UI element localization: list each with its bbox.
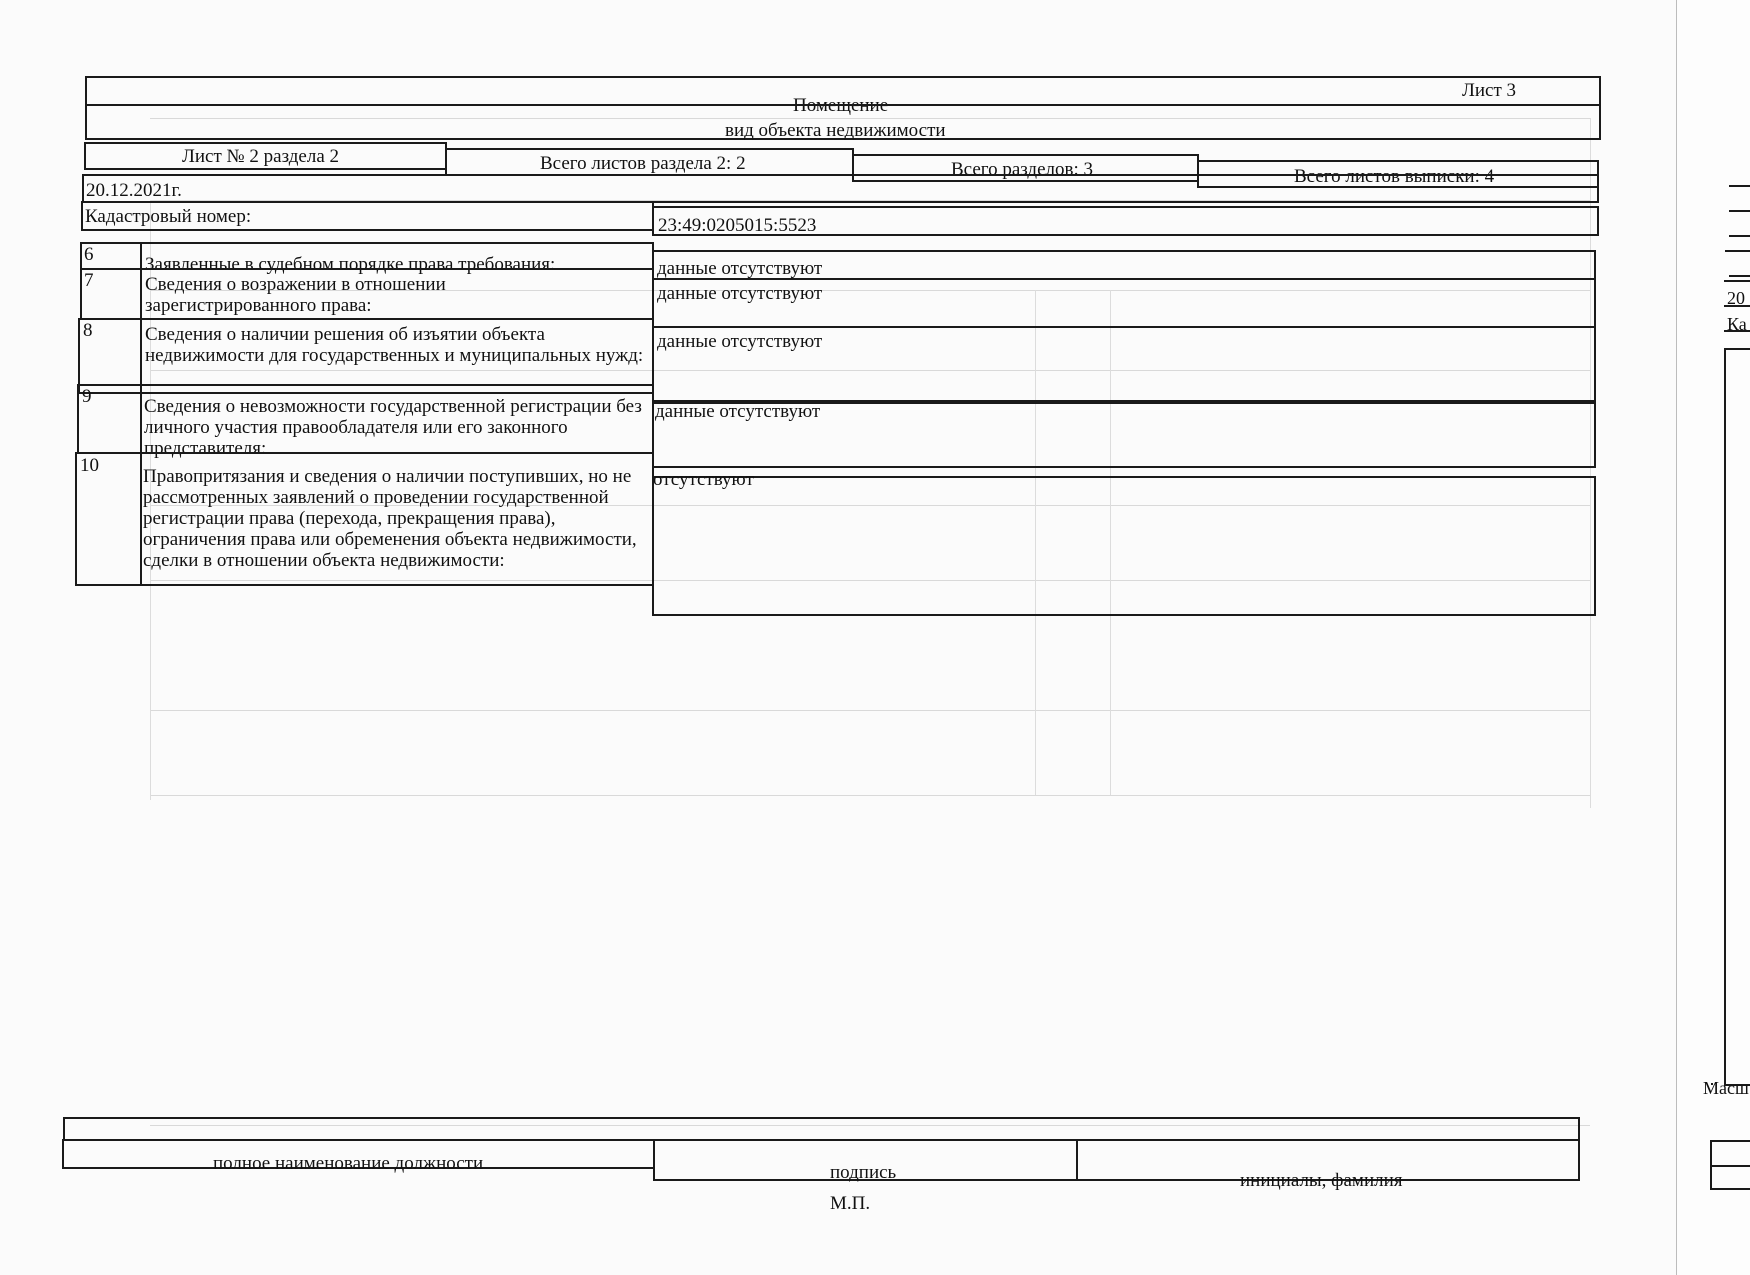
row-10-label: Правопритязания и сведения о наличии поступивших, но не рассмотренных заявлений о проведении государственной регистрации права (перехода, прекращения права), ограничения права или обременения объекта недвижимости, сделки в отношении объекта недвижимости:: [143, 466, 637, 571]
row-10-number: 10: [80, 455, 99, 476]
row-8-label: Сведения о наличии решения об изъятии объекта недвижимости для государственных и муниципальных нужд:: [145, 324, 644, 366]
cadastral-number-value: 23:49:0205015:5523: [658, 215, 817, 236]
adjacent-page-edge: [1676, 0, 1750, 1275]
date-box: [82, 174, 1599, 203]
name-caption: инициалы, фамилия: [1240, 1170, 1403, 1191]
row-8-value: данные отсутствуют: [657, 331, 823, 352]
extract-date: 20.12.2021г.: [86, 180, 182, 201]
row-6-label: Заявленные в судебном порядке права требования:: [145, 254, 556, 275]
sheet-number-label: Лист 3: [1462, 80, 1517, 101]
row-6-value: данные отсутствуют: [657, 258, 823, 279]
row-8-number: 8: [83, 320, 93, 341]
section-sheets-total: Всего листов раздела 2: 2: [540, 153, 746, 174]
row-9-number: 9: [82, 386, 92, 407]
cadastral-number-label: Кадастровый номер:: [85, 206, 252, 227]
signature-caption: подпись: [830, 1162, 897, 1183]
row-6-number: 6: [84, 244, 94, 265]
stamp-placeholder: М.П.: [830, 1193, 871, 1214]
row-10-value: отсутствуют: [653, 469, 754, 490]
row-10-value-cell: [652, 476, 1596, 616]
sections-total: Всего разделов: 3: [951, 159, 1094, 180]
object-type-caption: вид объекта недвижимости: [725, 120, 946, 141]
adjacent-cadastral-fragment: Ка: [1727, 314, 1747, 334]
sheet-of-section: Лист № 2 раздела 2: [182, 146, 340, 167]
row-7-value: данные отсутствуют: [657, 283, 823, 304]
signature-top-row: [63, 1117, 1580, 1141]
adjacent-date-fragment: 20: [1727, 288, 1745, 308]
extract-sheets-total: Всего листов выписки: 4: [1294, 166, 1495, 187]
row-7-label: Сведения о возражении в отношении зарегистрированного права:: [145, 274, 446, 316]
object-type-title: Помещение: [793, 95, 889, 116]
row-9-label: Сведения о невозможности государственной регистрации без личного участия правообладателя или его законного представителя:: [144, 396, 642, 459]
row-9-value: данные отсутствуют: [655, 401, 821, 422]
row-7-number: 7: [84, 270, 94, 291]
adjacent-scale-fragment: Масш: [1703, 1078, 1749, 1098]
position-caption: полное наименование должности: [213, 1153, 484, 1174]
